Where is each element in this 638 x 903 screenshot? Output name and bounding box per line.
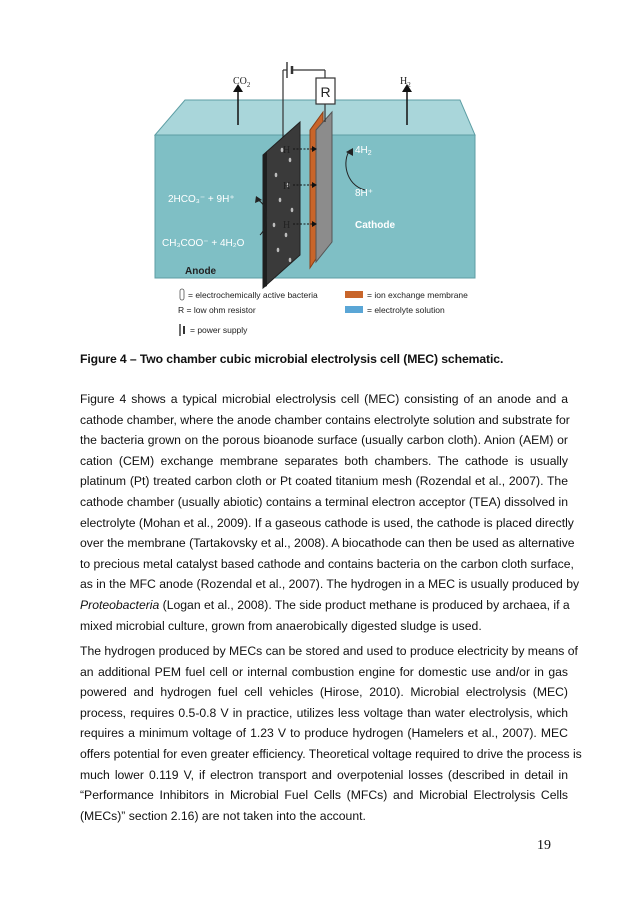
anode-product: 2HCO₃⁻ + 9H⁺ (168, 194, 235, 205)
italic-term: Proteobacteria (80, 597, 160, 612)
paragraph-line: powered and hydrogen fuel cell vehicles (Hirose, 2010). Microbial electrolysis (MEC) (80, 685, 568, 700)
mec-diagram (150, 50, 480, 350)
svg-text:H: H (283, 181, 291, 192)
resistor-label: R (320, 84, 331, 100)
legend-membrane: = ion exchange membrane (367, 290, 468, 300)
paragraph-2 (80, 641, 582, 826)
paragraph-line: process, requires 0.5-0.8 V in practice, utilizes less voltage than water electrolysis, which (80, 705, 568, 720)
paragraph-line: to precious metal catalyst based cathode and contains bacteria on the carbon cloth surface, (80, 556, 574, 571)
paragraph-line: mixed microbial culture, grown from anaerobically digested sludge is used. (80, 618, 482, 633)
cathode-reactant: 8H⁺ (355, 188, 374, 199)
membrane-legend-swatch (345, 291, 363, 298)
paragraph-line: platinum (Pt) treated carbon cloth or Pt coated titanium mesh (Rozendal et al., 2007). The (80, 474, 568, 489)
paragraph-line: requires a minimum voltage of 1.23 V to produce hydrogen (Hamelers et al., 2007). MEC (80, 726, 568, 741)
page-number: 19 (537, 838, 551, 853)
legend-electrolyte: = electrolyte solution (367, 305, 445, 315)
paragraph-line: cathode chamber (usually abiotic) contains a terminal electron acceptor (TEA) dissolved in (80, 494, 568, 509)
paragraph-line: Figure 4 shows a typical microbial electrolysis cell (MEC) consisting of an anode and a (80, 392, 568, 406)
legend-power: = power supply (190, 325, 248, 335)
h2-label: $H_2$ (400, 76, 411, 89)
paragraph-line: over the membrane (Tartakovsky et al., 2008). A biocathode can then be used as alternative (80, 536, 575, 551)
bacteria-legend-icon (180, 289, 184, 300)
cathode-label: Cathode (355, 220, 395, 231)
paragraph-line: the bacteria grown on the porous bioanode surface (usually carbon cloth). Anion (AEM) or (80, 433, 568, 448)
paragraph-1 (80, 389, 580, 636)
paragraph-line: as in the MFC anode (Rozendal et al., 2007). The hydrogen in a MEC is usually produced by (80, 577, 580, 592)
mec-schematic-figure (150, 50, 480, 350)
paragraph-line: Proteobacteria (Logan et al., 2008). The side product methane is produced by archaea, if a (80, 597, 570, 612)
paragraph-line: “Performance Inhibitors in Microbial Fuel Cells (MFCs) and Microbial Electrolysis Cells (80, 788, 568, 803)
paragraph-line: cathode chamber, where the anode chamber contains electrolyte solution and substrate for (80, 412, 570, 427)
legend-bacteria: = electrochemically active bacteria (188, 290, 318, 300)
paragraph-line: an additional PEM fuel cell or internal combustion engine for domestic use and/or in gas (80, 664, 568, 679)
cathode-product: $4H_2$ (355, 145, 372, 157)
anode-label: Anode (185, 266, 217, 277)
figure-caption: Figure 4 – Two chamber cubic microbial electrolysis cell (MEC) schematic. (80, 352, 504, 366)
figure-legend (178, 289, 468, 336)
cathode-plate (316, 112, 332, 262)
paragraph-line: offers potential for even greater efficiency. Theoretical voltage required to drive the process is (80, 746, 582, 761)
paragraph-line: cation (CEM) exchange membrane separates both chambers. The cathode is usually (80, 453, 568, 468)
paragraph-line: (MECs)” section 2.16) are not taken into the account. (80, 808, 366, 823)
paragraph-line: much lower 0.119 V, if electron transport and overpotenial losses (described in detail in (80, 767, 568, 782)
anode-reactant: CH₃COO⁻ + 4H₂O (162, 238, 245, 249)
svg-text:H: H (283, 145, 291, 156)
svg-text:H: H (283, 220, 291, 231)
legend-resistor: R = low ohm resistor (178, 305, 256, 315)
co2-label: $CO_2$ (233, 76, 251, 89)
electrolyte-legend-swatch (345, 306, 363, 313)
paragraph-line: The hydrogen produced by MECs can be stored and used to produce electricity by means of (80, 644, 578, 658)
paragraph-line: electrolyte (Mohan et al., 2009). If a gaseous cathode is used, the cathode is placed directly (80, 515, 574, 530)
